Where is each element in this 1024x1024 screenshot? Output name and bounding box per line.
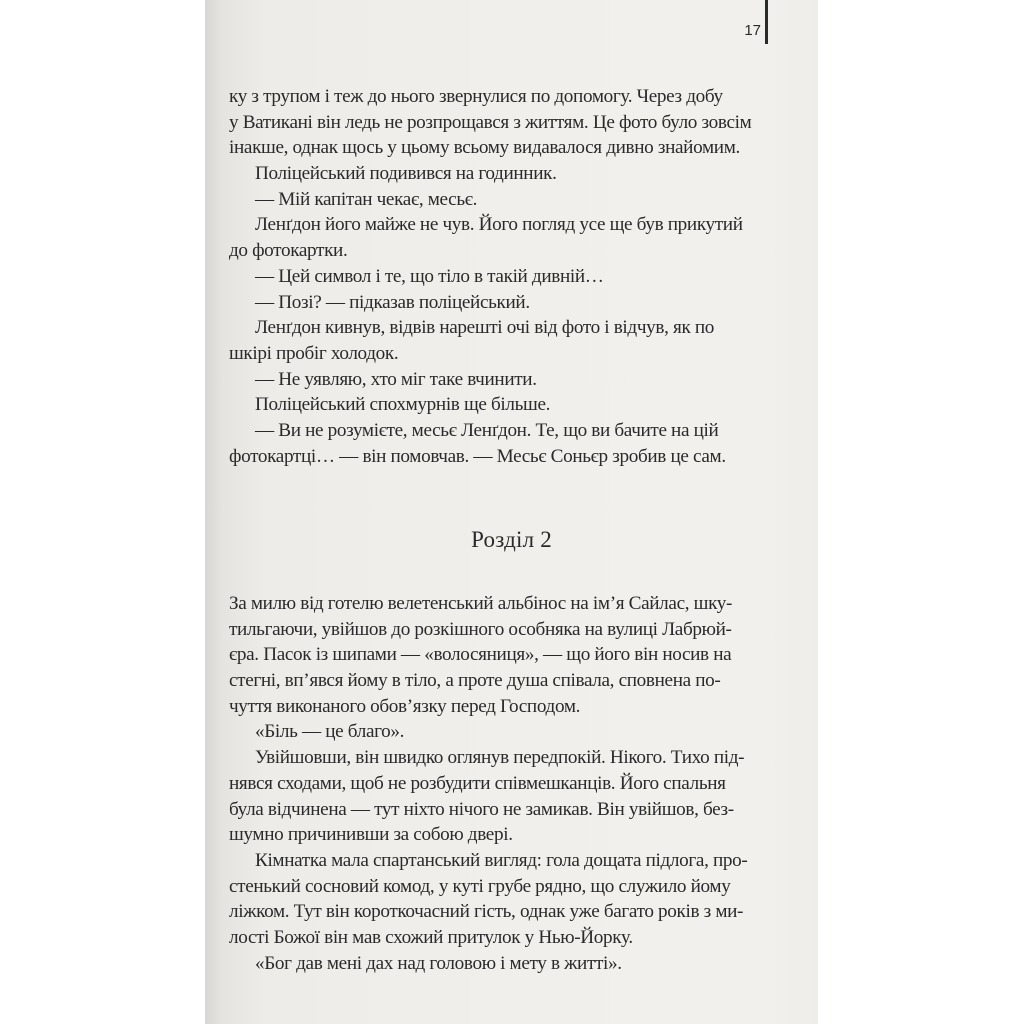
text-line: Увійшовши, він швидко оглянув передпокій. Нікого. Тихо під- <box>255 747 745 769</box>
text-line: ліжком. Тут він короткочасний гість, однак уже багато років з ми- <box>229 901 744 923</box>
text-line: шумно причинивши за собою двері. <box>229 824 513 846</box>
text-line: — Цей символ і те, що тіло в такій дивній… <box>255 265 604 287</box>
text-line: чуття виконаного обов’язку перед Господом. <box>229 695 581 717</box>
text-line: лості Божої він мав схожий притулок у Нью-Йорку. <box>229 926 633 948</box>
text-line: шкірі пробіг холодок. <box>229 342 399 364</box>
body-text-section-1 <box>229 84 789 469</box>
text-line: — Не уявляю, хто міг таке вчинити. <box>255 368 537 390</box>
text-line: Ленґдон його майже не чув. Його погляд усе ще був прикутий <box>255 214 743 236</box>
text-line: — Позі? — підказав поліцейський. <box>255 291 530 313</box>
text-line: «Бог дав мені дах над головою і мету в житті». <box>255 952 622 974</box>
text-line: була відчинена — тут ніхто нічого не замикав. Він увійшов, без- <box>229 798 734 820</box>
header-rule <box>765 0 768 44</box>
text-line: єра. Пасок із шипами — «волосяниця», — що його він носив на <box>229 644 732 666</box>
text-line: ку з трупом і теж до нього звернулися по допомогу. Через добу <box>229 86 723 107</box>
text-line: Поліцейський подивився на годинник. <box>255 163 557 185</box>
text-line: стегні, вп’явся йому в тіло, а проте душа співала, сповнена по- <box>229 670 721 692</box>
text-line: до фотокартки. <box>229 240 348 262</box>
text-line: Ленґдон кивнув, відвів нарешті очі від фото і відчув, як по <box>255 317 715 339</box>
book-page <box>205 0 818 1024</box>
text-line: інакше, однак щось у цьому всьому видавалося дивно знайомим. <box>229 137 740 159</box>
text-line: За милю від готелю велетенський альбінос на ім’я Сайлас, шку- <box>229 593 733 614</box>
body-text-section-2 <box>229 591 789 976</box>
text-line: Поліцейський спохмурнів ще більше. <box>255 394 551 416</box>
text-line: «Біль — це благо». <box>255 721 405 743</box>
text-line: — Ви не розумієте, месьє Ленґдон. Те, що ви бачите на цій <box>255 419 719 441</box>
page-number: 17 <box>744 22 761 39</box>
chapter-heading: Розділ 2 <box>471 527 552 552</box>
text-line: Кімнатка мала спартанський вигляд: гола дощата підлога, про- <box>255 849 748 871</box>
text-line: у Ватикані він ледь не розпрощався з життям. Це фото було зовсім <box>229 111 752 133</box>
text-line: фотокартці… — він помовчав. — Месьє Соньєр зробив це сам. <box>229 445 726 467</box>
text-line: тильгаючи, увійшов до розкішного особняка на вулиці Лабрюй- <box>229 618 732 640</box>
text-line: нявся сходами, щоб не розбудити співмешканців. Його спальня <box>229 772 726 794</box>
text-line: — Мій капітан чекає, месьє. <box>255 188 478 210</box>
text-line: стенький сосновий комод, у куті грубе рядно, що служило йому <box>229 875 731 897</box>
